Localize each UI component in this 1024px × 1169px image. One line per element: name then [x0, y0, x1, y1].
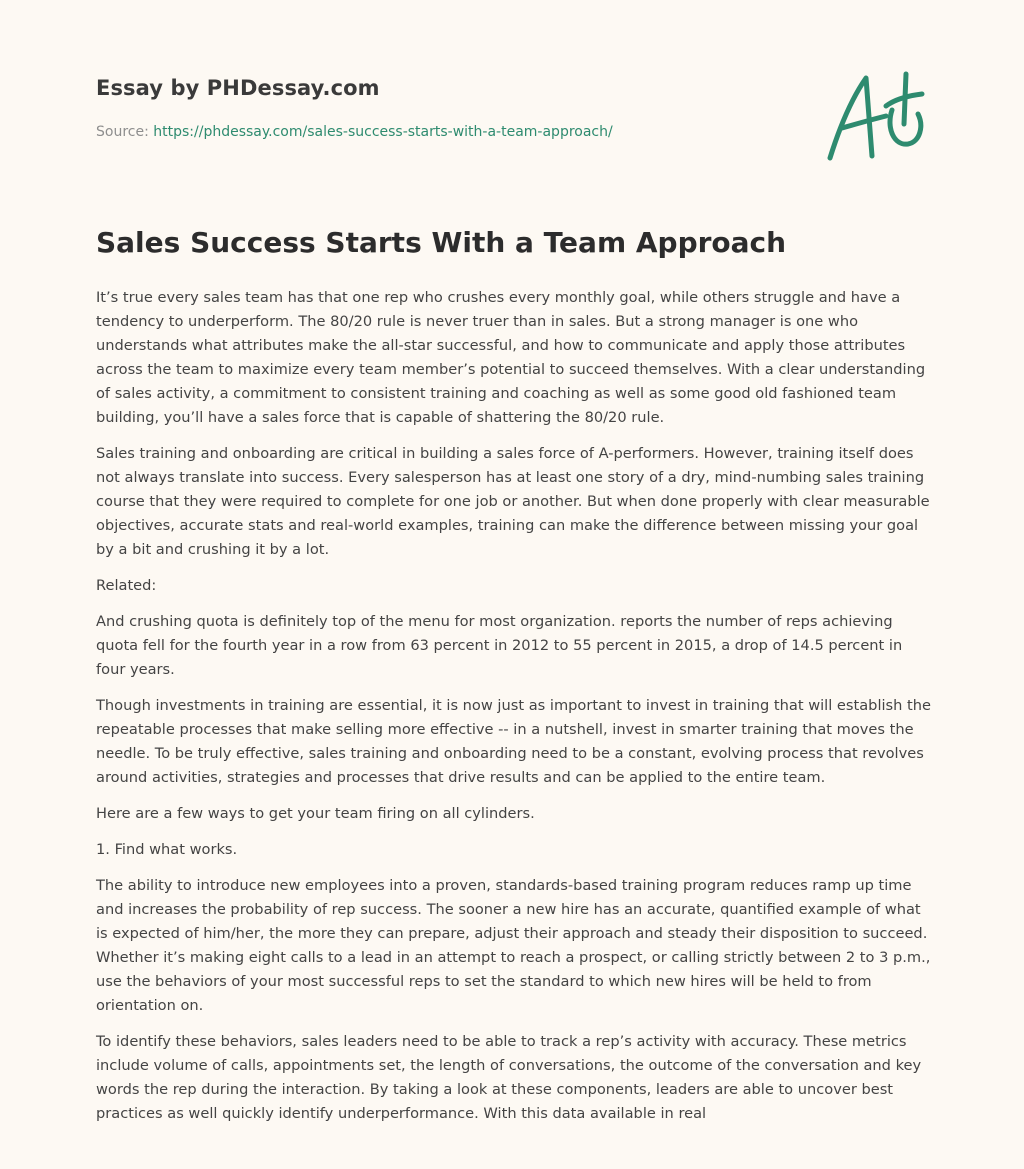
- paragraph: To identify these behaviors, sales leaders need to be able to track a rep’s activity with accuracy. These metrics include volume of calls, appointments set, the length of conversations, the outcome of the conversation and key words the rep during the interaction. By taking a look at these components, leaders are able to uncover best practices as well quickly identify underperformance. With this data available in real: [96, 1033, 922, 1122]
- a-plus-logo-icon: [820, 66, 928, 164]
- paragraph: The ability to introduce new employees into a proven, standards-based training program reduces ramp up time and increases the probability of rep success. The sooner a new hire has an accurate, quantified example of what is expected of him/her, the more they can prepare, adjust their approach and steady their disposition to succeed. Whether it’s making eight calls to a lead in an attempt to reach a prospect, or calling strictly between 2 to 3 p.m., use the behaviors of your most successful reps to set the standard to which new hires will be held to from orientation on.: [96, 877, 931, 1014]
- paragraph: Related:: [96, 577, 157, 594]
- article-title: Sales Success Starts With a Team Approach: [96, 226, 787, 259]
- paragraph: Sales training and onboarding are critical in building a sales force of A-performers. However, training itself does not always translate into success. Every salesperson has at least one story of a dry, mind-numbing sales training course that they were required to complete for one job or another. But when done properly with clear measurable objectives, accurate stats and real-world examples, training can make the difference between missing your goal by a bit and crushing it by a lot.: [96, 445, 930, 558]
- article-body: [96, 286, 932, 1138]
- source-line: [96, 124, 736, 140]
- page-header: [96, 76, 736, 140]
- paragraph: And crushing quota is definitely top of the menu for most organization. reports the number of reps achieving quota fell for the fourth year in a row from 63 percent in 2012 to 55 percent in 2015, a drop of 14.5 percent in four years.: [96, 613, 903, 678]
- paragraph: Here are a few ways to get your team firing on all cylinders.: [96, 805, 535, 822]
- site-brand: Essay by PHDessay.com: [96, 76, 380, 100]
- source-link[interactable]: https://phdessay.com/sales-success-starts-with-a-team-approach/: [153, 124, 613, 140]
- section-heading: 1. Find what works.: [96, 841, 238, 858]
- paragraph: It’s true every sales team has that one rep who crushes every monthly goal, while others struggle and have a tendency to underperform. The 80/20 rule is never truer than in sales. But a strong manager is one who understands what attributes make the all-star successful, and how to communicate and apply those attributes across the team to maximize every team member’s potential to succeed themselves. With a clear understanding of sales activity, a commitment to consistent training and coaching as well as some good old fashioned team building, you’ll have a sales force that is capable of shattering the 80/20 rule.: [96, 289, 926, 426]
- source-label: Source:: [96, 124, 149, 140]
- paragraph: Though investments in training are essential, it is now just as important to invest in training that will establish the repeatable processes that make selling more effective -- in a nutshell, invest in smarter training that moves the needle. To be truly effective, sales training and onboarding need to be a constant, evolving process that revolves around activities, strategies and processes that drive results and can be applied to the entire team.: [96, 697, 931, 786]
